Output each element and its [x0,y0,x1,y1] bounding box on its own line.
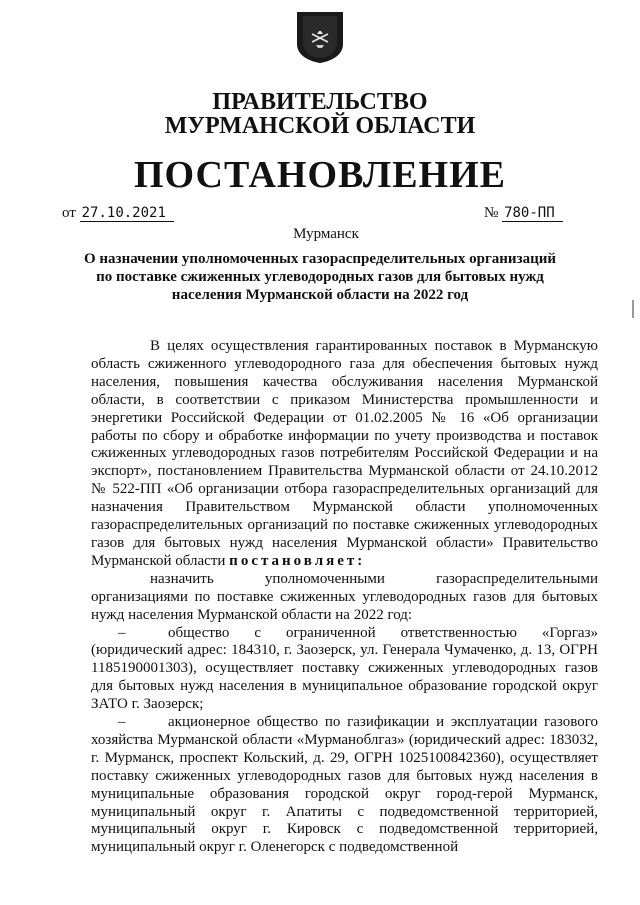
number-value: 780-ПП [502,205,563,222]
decision-paragraph: назначить уполномоченными газораспределительными организациями по поставке сжиженных углеводородных газов для бытовых нужд населения Мурманской области на 2022 год: [91,570,598,623]
title-line: О назначении уполномоченных газораспределительных организаций [83,251,556,267]
list-item [91,625,598,715]
document-date [62,205,174,222]
document-body [91,338,598,857]
list-item [91,714,598,857]
document-title [0,250,640,304]
title-line: по поставке сжиженных углеводородных газов для бытовых нужд [96,269,544,285]
government-name-line2: МУРМАНСКОЙ ОБЛАСТИ [164,113,476,139]
preamble-text: В целях осуществления гарантированных поставок в Мурманскую область сжиженного углеводородного газа для обеспечения бытовых нужд населения, повышения качества обслуживания населения Мурманской области, в соответствии с приказом Министерства промышленности и энергетики Российской Федерации от 01.02.2005 № 16 «Об организации работы по сбору и обработке информации по учету производства и поставок сжиженных углеводородных газов потребителям Российской Федерации и на экспорт», постановлением Правительства Мурманской области от 24.10.2012 № 522-ПП «Об организации отбора газораспределительных организаций для назначения Правительством Мурманской области уполномоченных газораспределительных организаций по поставке сжиженных углеводородных газов для бытовых нужд населения Мурманской области» Правительство Мурманской области [91,338,598,569]
bullet-dash: – [118,624,126,641]
number-prefix: № [484,205,499,221]
document-number [484,205,563,222]
coat-of-arms-icon [295,10,345,64]
bullet-dash: – [118,714,126,731]
date-value: 27.10.2021 [80,205,174,222]
list-item-text: акционерное общество по газификации и эксплуатации газового хозяйства Мурманской области «Мурманоблгаз» (юридический адрес: 183032, г. Мурманск, проспект Кольский, д. 29, ОГРН 1025100842360), осуществляет поставку сжиженных углеводородных газов для бытовых нужд населения в муниципальные образования городской округ город-герой Мурманск, муниципальный округ г. Апатиты с подведомственной территорией, муниципальный округ г. Кировск с подведомственной территорией, муниципальный округ г. Оленегорск с подведомственной [91,714,598,856]
preamble-paragraph [91,338,598,571]
scan-edge-mark [632,300,634,318]
title-line: населения Мурманской области на 2022 год [171,287,469,303]
date-prefix: от [62,205,76,221]
government-name-line1: ПРАВИТЕЛЬСТВО [212,89,428,115]
document-type: ПОСТАНОВЛЕНИЕ [133,154,507,196]
list-item-text: общество с ограниченной ответственностью «Горгаз» (юридический адрес: 184310, г. Заозерск, ул. Генерала Чумаченко, д. 13, ОГРН 1185190001303), осуществляет поставку сжиженных углеводородных газов для бытовых нужд населения в муниципальное образование городской округ ЗАТО г. Заозерск; [91,624,598,713]
resolve-keyword: постановляет: [229,552,366,569]
city: Мурманск [293,226,359,242]
